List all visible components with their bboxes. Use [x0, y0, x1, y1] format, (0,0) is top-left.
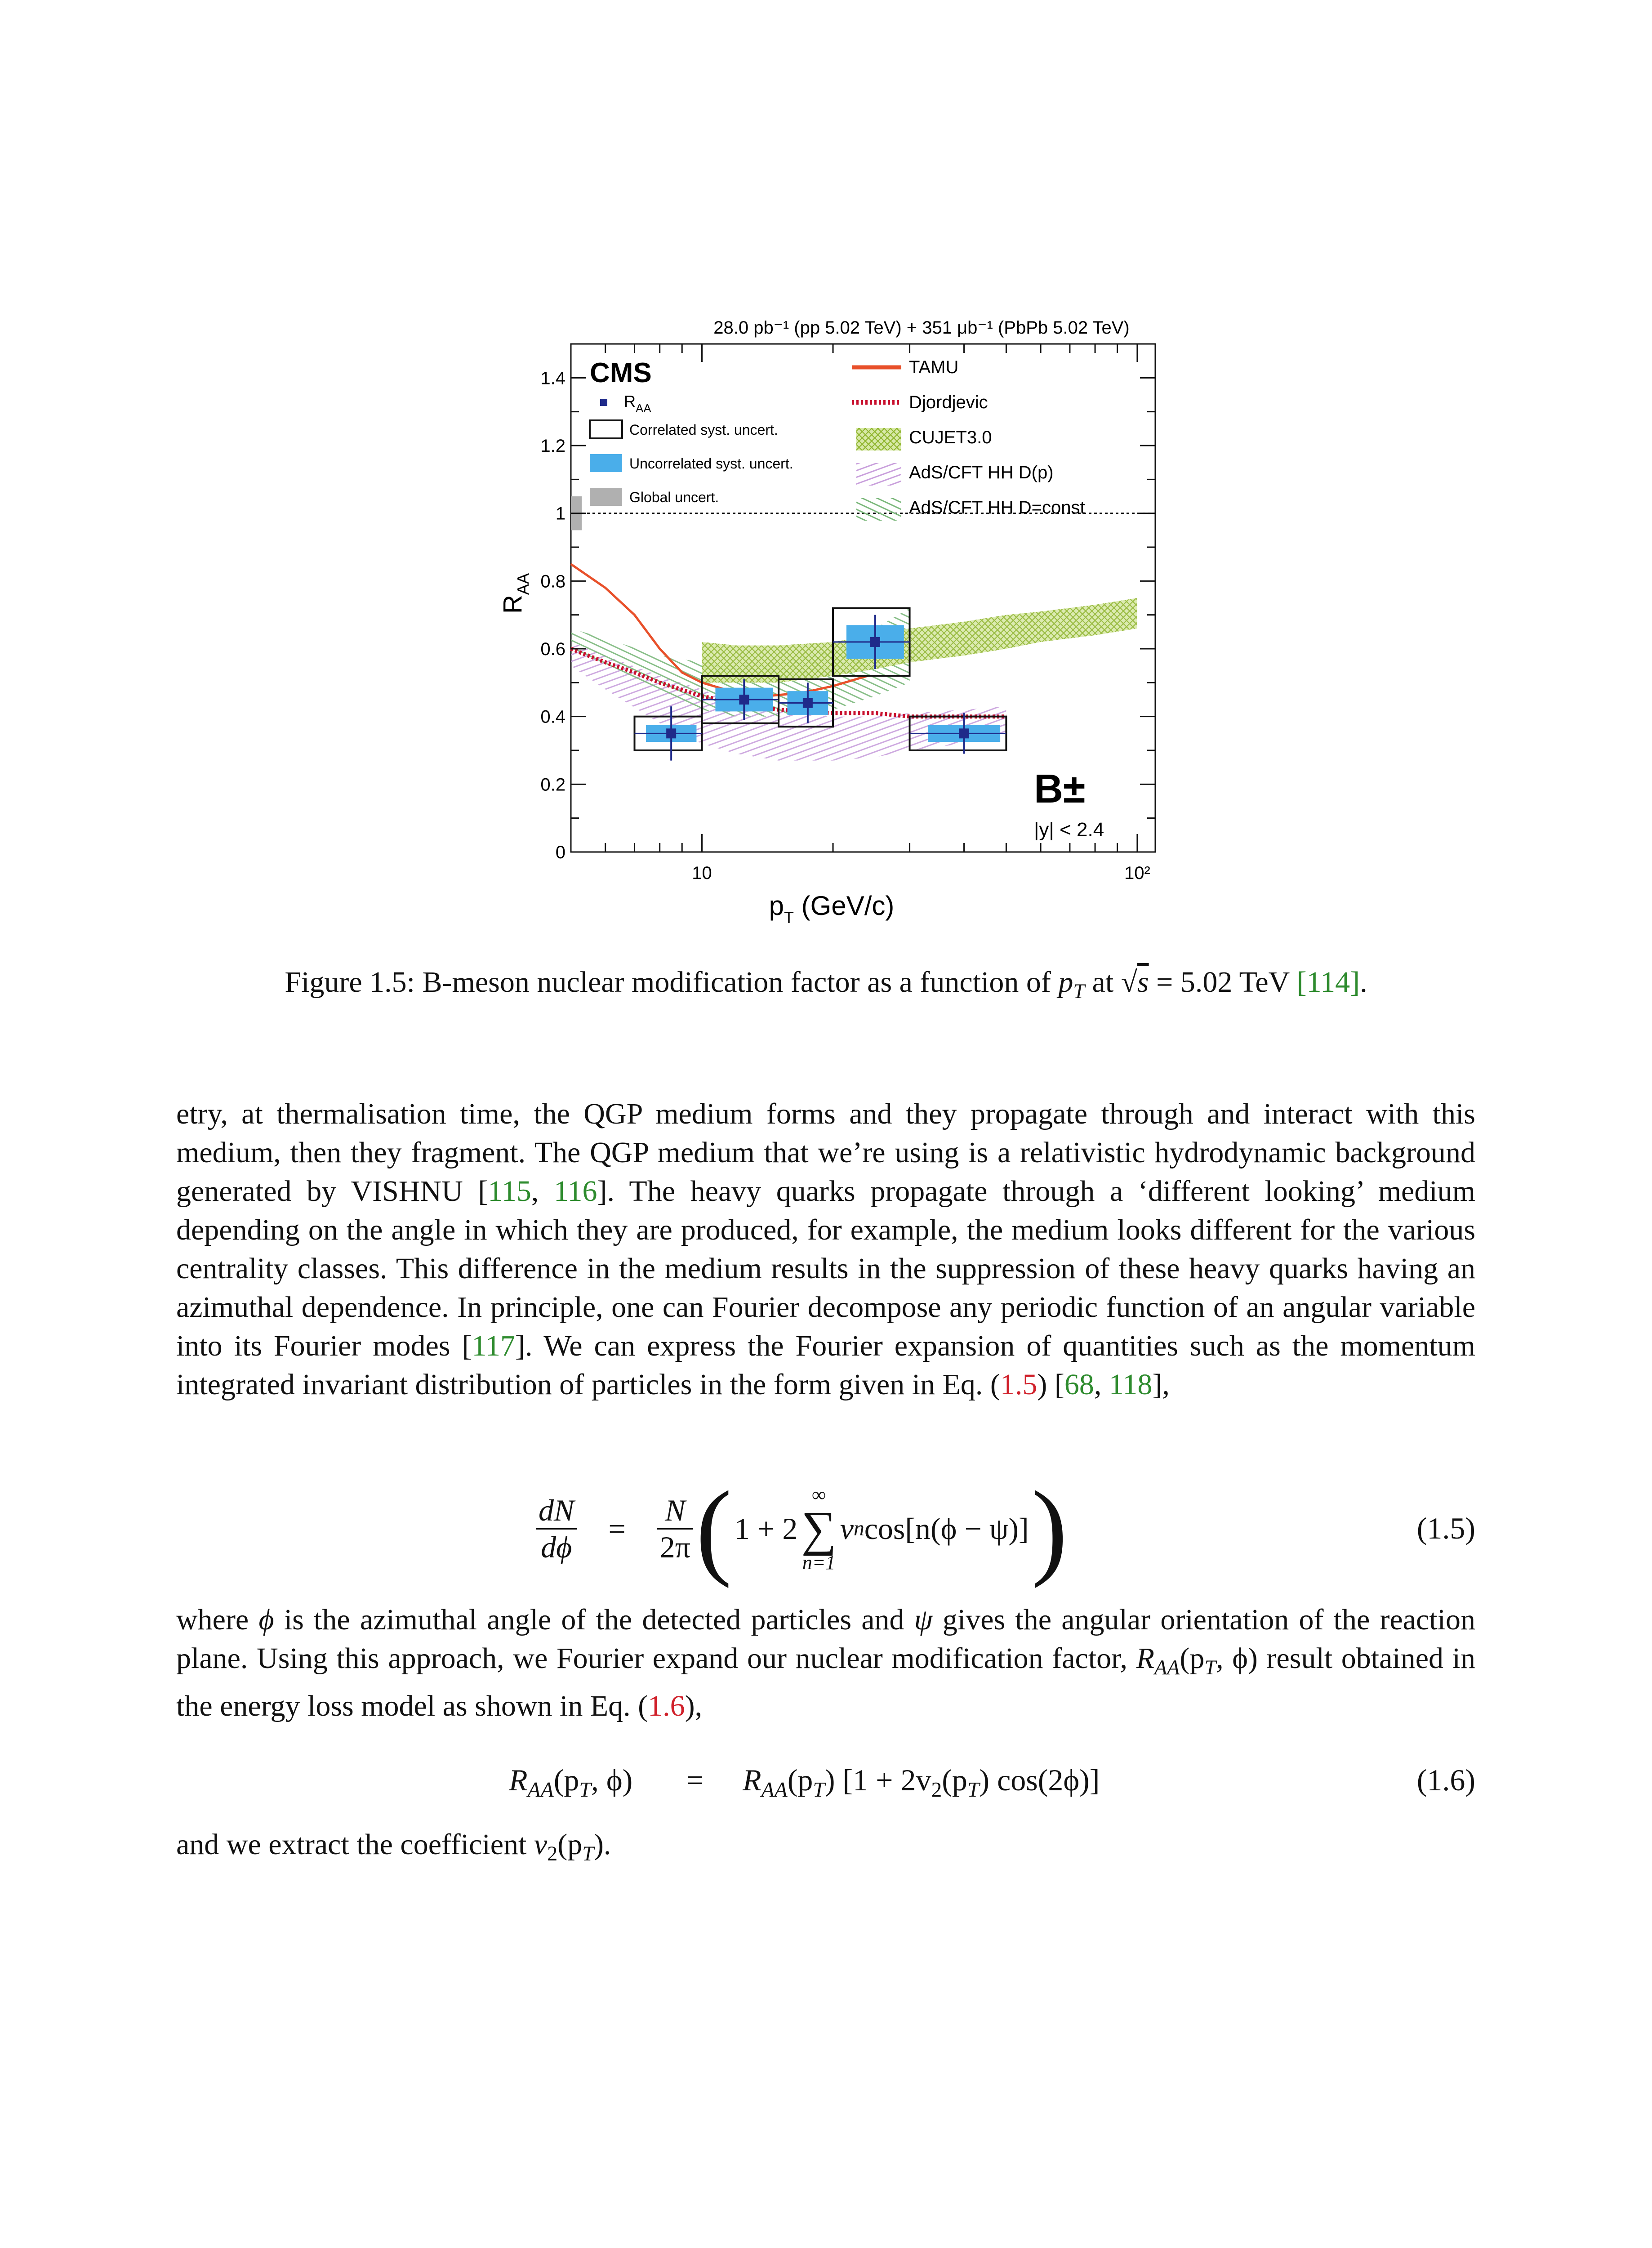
- eq15-lhs: $\frac{dN}{d\phi}$: [536, 1493, 577, 1565]
- caption-sqrt: √s: [1121, 966, 1149, 999]
- y-tick-label: 0.8: [540, 571, 566, 592]
- caption-end: .: [1360, 966, 1367, 999]
- legend-cujet: CUJET3.0: [909, 428, 992, 447]
- x-tick-label: 10: [692, 863, 712, 883]
- eq16-number: (1.6): [1416, 1763, 1475, 1797]
- caption-at: at: [1092, 966, 1114, 999]
- legend-marker-raa: [600, 399, 607, 406]
- legend-uncorr: Uncorrelated syst. uncert.: [629, 455, 793, 472]
- legend-adsp-swatch: [856, 463, 901, 486]
- legend-uncorr-swatch: [590, 454, 622, 472]
- ref-117[interactable]: 117: [472, 1329, 516, 1362]
- figure-raa-plot: [472, 306, 1191, 944]
- paragraph-1: etry, at thermalisation time, the QGP medium forms and they propagate through and interact with this medium, then they fragment. The QGP medium that we’re using is a relativistic hydrodynamic background generated by VISHNU [115, 116]. The heavy quarks propagate through a ‘different looking’ medium depending on the angle in which they are produced, for example, the medium looks different for the various centrality classes. This difference in the medium results in the suppression of these heavy quarks having an azimuthal dependence. In principle, one can Fourier decompose any periodic function of an angular variable into its Fourier modes [117]. We can express the Fourier expansion of quantities such as the momentum integrated invariant distribution of particles in the form given in Eq. (1.5) [68, 118],: [176, 1097, 1475, 1401]
- figure-header: 28.0 pb⁻¹ (pp 5.02 TeV) + 351 μb⁻¹ (PbPb 5.02 TeV): [713, 318, 1130, 338]
- legend-cujet-swatch: [856, 428, 901, 450]
- eq15-close-paren: ): [1031, 1469, 1068, 1588]
- equation-1-6: [176, 1762, 1475, 1807]
- y-tick-label: 1: [555, 504, 566, 524]
- legend-right: [852, 357, 1085, 521]
- particle-label: B±: [1034, 767, 1086, 812]
- marker: [666, 728, 676, 738]
- ref-68[interactable]: 68: [1064, 1368, 1094, 1401]
- y-axis-label: $R_{AA}$: [498, 573, 532, 614]
- rapidity-label: |y| < 2.4: [1034, 819, 1104, 841]
- y-tick-label: 1.4: [540, 368, 566, 388]
- eq16-rhs: $R_{AA}(p_T) [1 + 2v_2(p_T)$ cos(2ϕ)]: [743, 1763, 1100, 1802]
- y-tick-label: 0.6: [540, 639, 566, 659]
- cms-label: CMS: [590, 357, 652, 388]
- legend-corr-swatch: [590, 420, 622, 438]
- legend-raa: $R_{AA}$: [624, 392, 651, 415]
- raa-chart: [472, 306, 1191, 944]
- eq16-lhs: $R_{AA}(p_T$, ϕ): [509, 1763, 633, 1802]
- legend-left: [590, 392, 793, 506]
- body-text: [176, 1095, 1475, 1404]
- x-tick-label: 10²: [1124, 863, 1150, 883]
- ref-116[interactable]: 116: [553, 1175, 597, 1208]
- y-tick-label: 0: [555, 843, 566, 862]
- caption-text: B-meson nuclear modification factor as a function of: [422, 966, 1051, 999]
- paragraph-2: where ϕ is the azimuthal angle of the detected particles and ψ gives the angular orientation of the reaction plane. Using this approach, we Fourier expand our nuclear modification factor, $R_{AA}(p_T$, ϕ) result obtained in the energy loss model as shown in Eq. (1.6),: [176, 1603, 1476, 1723]
- eq15-cos: cos[n(ϕ − ψ)]: [864, 1511, 1029, 1546]
- eq15-number: (1.5): [1416, 1511, 1475, 1545]
- ref-115[interactable]: 115: [488, 1175, 531, 1208]
- marker: [870, 637, 880, 647]
- eq15-term: 1 + 2: [734, 1511, 798, 1546]
- eq15-equals: =: [608, 1511, 626, 1546]
- legend-adsc: AdS/CFT HH D=const: [909, 498, 1085, 517]
- y-tick-label: 0.4: [540, 707, 566, 727]
- equation-1-5: $\frac{dN}{d\phi}$ = $\frac{N}{2\pi}$ ( 1 + 2 ∞ ∑ n=1 v n cos[n(ϕ − ψ)] ) (1.5): [176, 1470, 1475, 1587]
- eqref-1-5[interactable]: 1.5: [1000, 1368, 1038, 1401]
- legend-tamu: TAMU: [909, 357, 959, 377]
- y-tick-label: 1.2: [540, 436, 566, 456]
- figure-caption: [135, 962, 1517, 1012]
- marker: [959, 728, 969, 738]
- caption-value: = 5.02 TeV: [1156, 966, 1290, 999]
- caption-pt: $p_T$: [1058, 966, 1085, 1003]
- caption-ref-114[interactable]: [114]: [1296, 966, 1360, 999]
- eq15-open-paren: (: [696, 1469, 732, 1588]
- eq16-equals: =: [686, 1763, 704, 1797]
- legend-global: Global uncert.: [629, 489, 719, 505]
- band-cujet3-0: [702, 598, 1137, 682]
- x-axis-label: $p_T$ (GeV/c): [769, 891, 895, 927]
- marker: [803, 698, 813, 708]
- ref-118[interactable]: 118: [1109, 1368, 1153, 1401]
- legend-corr: Correlated syst. uncert.: [629, 422, 778, 438]
- legend-adsc-swatch: [856, 498, 901, 521]
- paragraph-3: and we extract the coefficient $v_2(p_T)$.: [176, 1828, 611, 1865]
- caption-label: Figure 1.5:: [285, 966, 415, 999]
- legend-global-swatch: [590, 488, 622, 506]
- y-tick-label: 0.2: [540, 775, 566, 795]
- eqref-1-6[interactable]: 1.6: [648, 1690, 685, 1723]
- eq15-prefactor: $\frac{N}{2\pi}$: [657, 1493, 693, 1565]
- legend-djordjevic: Djordjevic: [909, 393, 988, 412]
- legend-adsp: AdS/CFT HH D(p): [909, 463, 1054, 482]
- eq15-sum: ∞ ∑ n=1: [801, 1484, 837, 1574]
- marker: [739, 695, 749, 705]
- eq15-vn: v: [840, 1511, 854, 1546]
